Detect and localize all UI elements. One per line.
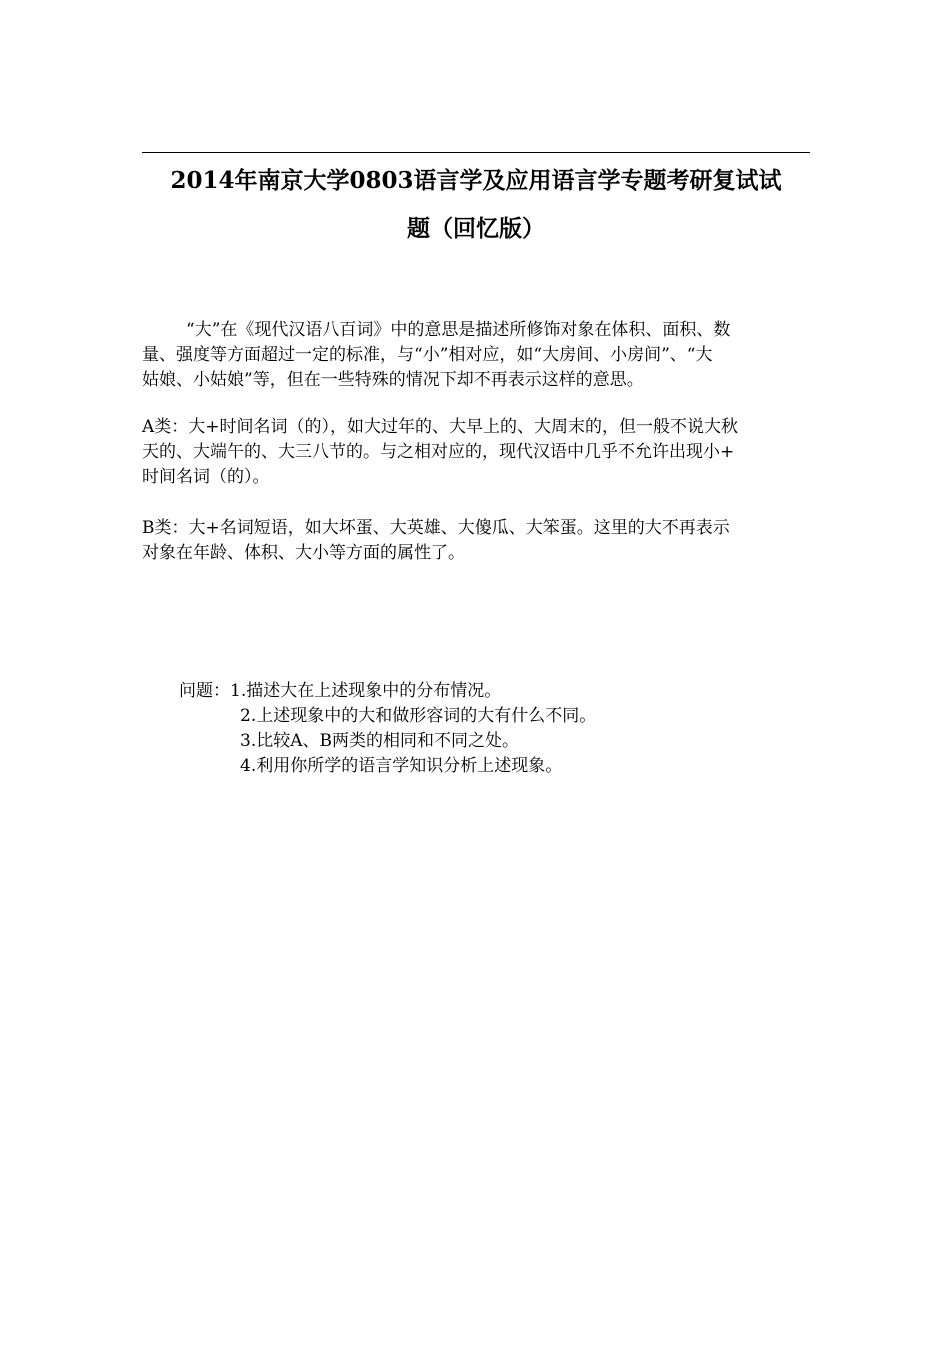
- type-b-paragraph: [142, 516, 810, 566]
- question-item-3: 3.比较A、B两类的相同和不同之处。: [240, 731, 519, 751]
- type-a-paragraph: [142, 415, 810, 490]
- type-a-line: 天的、大端午的、大三八节的。与之相对应的，现代汉语中几乎不允许出现小+: [142, 442, 735, 462]
- questions-label: 问题：: [179, 681, 230, 701]
- question-text: 1.描述大在上述现象中的分布情况。: [230, 681, 502, 701]
- type-a-line: A类：大+时间名词（的），如大过年的、大早上的、大周末的，但一般不说大秋: [142, 417, 739, 437]
- document-title-line-2: 题（回忆版）: [407, 215, 545, 242]
- document-title-line-1: 2014年南京大学0803语言学及应用语言学专题考研复试试: [170, 167, 782, 194]
- header-rule: [142, 152, 810, 153]
- type-a-line: 时间名词（的）。: [142, 467, 270, 487]
- question-item-1: [179, 679, 501, 704]
- intro-line: 量、强度等方面超过一定的标准，与“小”相对应，如“大房间、小房间”、“大: [142, 345, 713, 365]
- question-item-2: 2.上述现象中的大和做形容词的大有什么不同。: [240, 706, 597, 726]
- intro-line: 姑娘、小姑娘”等，但在一些特殊的情况下却不再表示这样的意思。: [142, 370, 644, 390]
- intro-line: “大”在《现代汉语八百词》中的意思是描述所修饰对象在体积、面积、数: [186, 320, 731, 340]
- question-item-4: 4.利用你所学的语言学知识分析上述现象。: [240, 756, 563, 776]
- type-b-line: 对象在年龄、体积、大小等方面的属性了。: [142, 543, 465, 563]
- type-b-line: B类：大+名词短语，如大坏蛋、大英雄、大傻瓜、大笨蛋。这里的大不再表示: [142, 518, 730, 538]
- intro-paragraph: [142, 318, 810, 393]
